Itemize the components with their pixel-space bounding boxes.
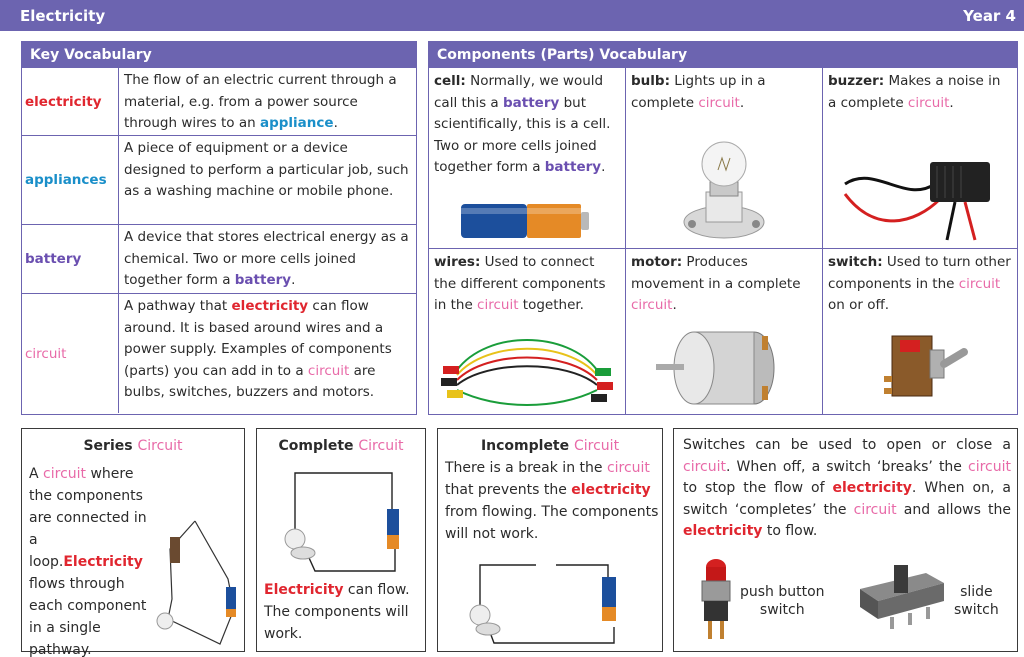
switches-text: Switches can be used to open or close a circuit. When off, a switch ‘breaks’ the circuit to stop the flow of electricity. When on, a switch ‘completes’ the circuit and allows the electricity to flow. bbox=[683, 437, 1011, 539]
vocab-row-appliances bbox=[22, 135, 416, 224]
buzzer-image bbox=[823, 144, 1017, 244]
key-vocabulary-panel bbox=[21, 41, 417, 415]
vocab-row-circuit bbox=[22, 293, 416, 413]
series-text: A circuit where the components are connected in a loop.Electricity flows through each component in a single pathway. bbox=[29, 466, 147, 657]
series-circuit-diagram bbox=[150, 509, 244, 649]
toggle-switch-image bbox=[823, 326, 1017, 410]
component-buzzer: buzzer: Makes a noise in a complete circuit. bbox=[823, 68, 1017, 248]
push-button-switch-image bbox=[696, 557, 736, 643]
slide-switch-label: slide switch bbox=[954, 584, 999, 618]
slide-switch-image bbox=[856, 559, 948, 633]
series-title: Series Circuit bbox=[83, 438, 183, 454]
push-button-label: push button switch bbox=[740, 584, 825, 618]
complete-title: Complete Circuit bbox=[278, 438, 404, 454]
def-circuit: A pathway that electricity can flow around. It is based around wires and a power supply. Examples of components (parts) you can add in to a circuit are bulbs, switches, buzzers and motors. bbox=[124, 298, 392, 400]
motor-image bbox=[626, 326, 822, 410]
vocab-row-electricity bbox=[22, 68, 416, 135]
def-battery: A device that stores electrical energy as a chemical. Two or more cells joined together form a battery. bbox=[124, 229, 409, 288]
series-circuit-box bbox=[21, 428, 245, 657]
term-appliances: appliances bbox=[22, 136, 119, 224]
complete-text: Electricity can flow. The components will work. bbox=[264, 582, 410, 642]
component-wires: wires: Used to connect the different components in the circuit together. bbox=[429, 248, 626, 414]
complete-circuit-diagram bbox=[277, 469, 407, 579]
component-motor: motor: Produces movement in a complete circuit. bbox=[626, 248, 823, 414]
switches-box bbox=[673, 428, 1018, 652]
key-vocabulary-heading: Key Vocabulary bbox=[22, 42, 416, 68]
term-circuit: circuit bbox=[22, 294, 119, 413]
incomplete-circuit-diagram bbox=[464, 547, 654, 647]
vocab-row-battery bbox=[22, 224, 416, 293]
components-heading: Components (Parts) Vocabulary bbox=[429, 42, 1017, 68]
incomplete-title: Incomplete Circuit bbox=[480, 438, 620, 454]
term-battery: battery bbox=[22, 225, 119, 293]
incomplete-circuit-box bbox=[437, 428, 663, 652]
def-electricity: The flow of an electric current through a material, e.g. from a power source through wires to an appliance. bbox=[124, 72, 397, 131]
term-electricity: electricity bbox=[22, 68, 119, 135]
complete-circuit-box bbox=[256, 428, 426, 652]
component-switch: switch: Used to turn other components in the circuit on or off. bbox=[823, 248, 1017, 414]
cell-battery-image bbox=[429, 198, 625, 244]
year-label: Year 4 bbox=[963, 6, 1016, 25]
page-title: Electricity bbox=[20, 6, 106, 25]
bulb-image bbox=[626, 134, 822, 244]
component-cell: cell: Normally, we would call this a battery but scientifically, this is a cell. Two or more cells joined together form a battery. bbox=[429, 68, 626, 248]
component-bulb: bulb: Lights up in a complete circuit. bbox=[626, 68, 823, 248]
incomplete-text: There is a break in the circuit that prevents the electricity from flowing. The components will not work. bbox=[445, 460, 659, 542]
title-bar bbox=[0, 0, 1024, 31]
def-appliances: A piece of equipment or a device designed to perform a particular job, such as a washing machine or mobile phone. bbox=[124, 140, 409, 199]
components-vocabulary-panel bbox=[428, 41, 1018, 415]
wires-image bbox=[429, 330, 625, 410]
